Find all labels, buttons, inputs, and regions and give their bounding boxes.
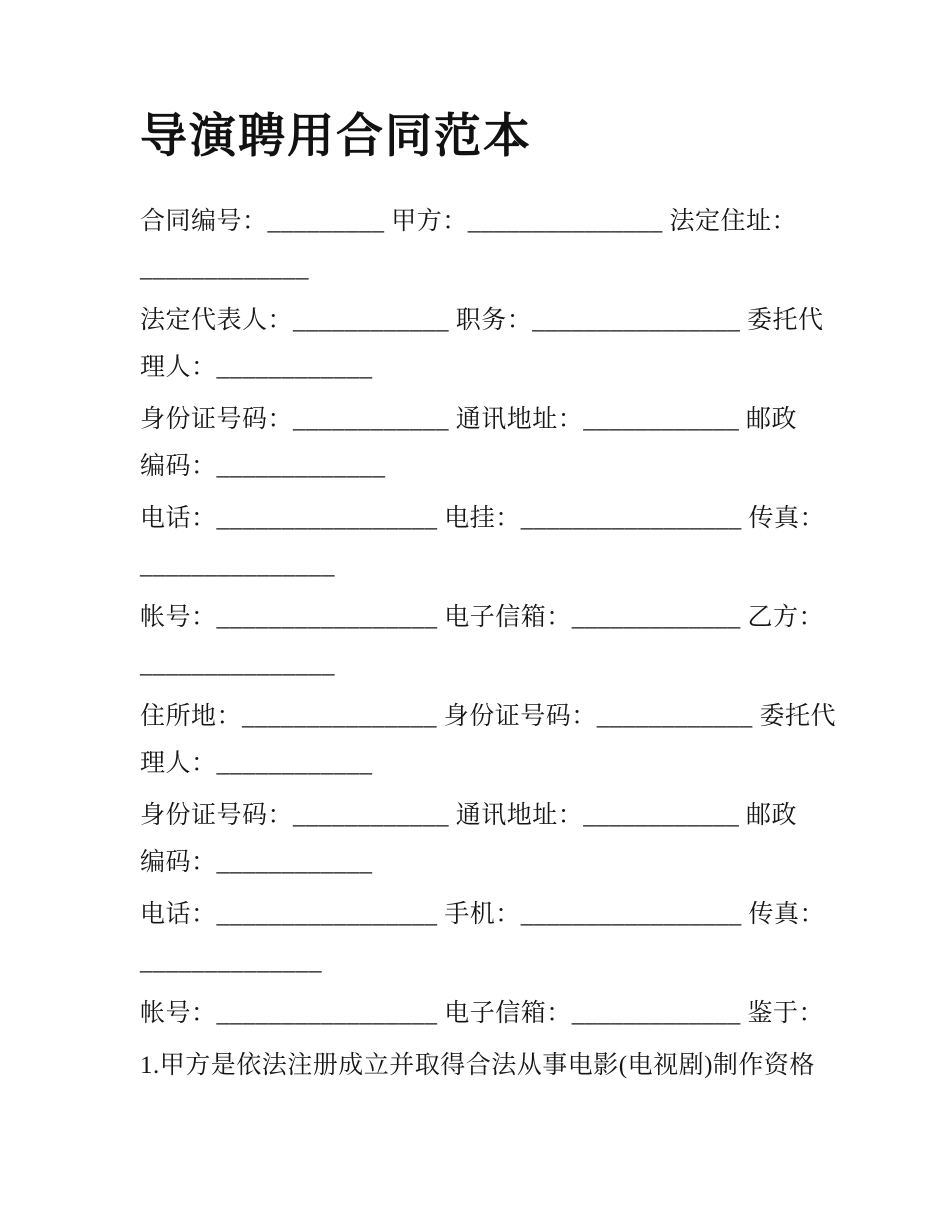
text-line: _______________ bbox=[140, 552, 335, 580]
paragraph-id-address-1 bbox=[140, 396, 820, 490]
text-line: 帐号：_________________ 电子信箱：_____________ 鉴于： bbox=[140, 1000, 825, 1028]
paragraph-residence bbox=[140, 693, 837, 787]
text-line: 电话：_________________ 电挂：_________________ 传真： bbox=[140, 505, 826, 533]
text-line: 帐号：_________________ 电子信箱：_____________ 乙方： bbox=[140, 604, 825, 632]
text-line: 住所地：_______________ 身份证号码：____________ 委托代 bbox=[140, 703, 837, 731]
text-line: 1.甲方是依法注册成立并取得合法从事电影(电视剧)制作资格 bbox=[140, 1052, 815, 1080]
text-line: _____________ bbox=[140, 255, 309, 283]
text-line: 法定代表人：____________ 职务：________________ 委托代 bbox=[140, 307, 824, 335]
text-line: 理人：____________ bbox=[140, 354, 373, 382]
document-title: 导演聘用合同范本 bbox=[140, 111, 532, 163]
paragraph-id-address-2 bbox=[140, 792, 820, 886]
paragraph-account-1 bbox=[140, 594, 825, 688]
text-line: 身份证号码：____________ 通讯地址：____________ 邮政 bbox=[140, 802, 798, 830]
paragraph-phone-1 bbox=[140, 495, 826, 589]
text-line: 合同编号：_________ 甲方：_______________ 法定住址： bbox=[140, 208, 798, 236]
paragraph-contract-number bbox=[140, 198, 820, 292]
text-line: 身份证号码：____________ 通讯地址：____________ 邮政 bbox=[140, 406, 798, 434]
paragraph-account-2 bbox=[140, 990, 825, 1037]
text-line: ______________ bbox=[140, 948, 322, 976]
paragraph-legal-representative bbox=[140, 297, 824, 391]
text-line: 编码：_____________ bbox=[140, 453, 386, 481]
text-line: 理人：____________ bbox=[140, 750, 373, 778]
text-line: 电话：_________________ 手机：_________________ 传真： bbox=[140, 901, 826, 929]
paragraph-whereas-clause bbox=[140, 1042, 820, 1089]
text-line: 编码：____________ bbox=[140, 849, 373, 877]
paragraph-phone-2 bbox=[140, 891, 826, 985]
text-line: _______________ bbox=[140, 651, 335, 679]
